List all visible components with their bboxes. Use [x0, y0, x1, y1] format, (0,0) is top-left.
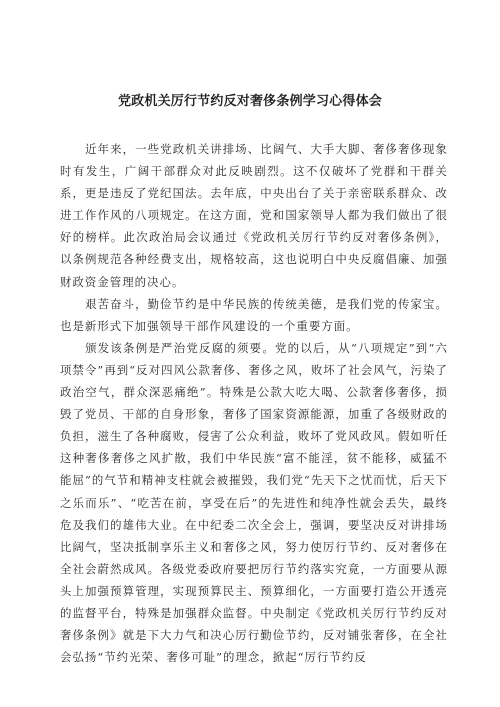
document-title: 党政机关厉行节约反对奢侈条例学习心得体会: [117, 94, 382, 109]
paragraph-1: 近年来，一些党政机关讲排场、比阔气、大手大脚、奢侈奢侈现象时有发生，广阔干部群众对此反映剧烈。这不仅破坏了党群和干群关系，更是违反了党纪国法。去年底，中央出台了关于亲密联系群众、改进工作作风的八项规定。在这方面，党和国家领导人都为我们做出了很好的榜样。此次政治局会议通过《党政机关厉行节约反对奢侈条例》，以条例规范各种经费支出，规格较高，这也说明白中央反腐倡廉、加强财政资金管理的决心。: [60, 142, 448, 289]
document-body: [60, 138, 448, 668]
paragraph-3: 颁发该条例是严治党反腐的须要。党的以后，从“八项规定”到“六项禁令”再到“反对四风公款奢侈、奢侈之风，败坏了社会风气，污染了政治空气，群众深恶痛绝”。特殊是公款大吃大喝、公款奢侈奢侈，损毁了党员、干部的自身形象，奢侈了国家资源能源，加重了各级财政的负担，滋生了各种腐败，侵害了公众利益，败坏了党风政风。假如听任这种奢侈奢侈之风扩散，我们中华民族“富不能淫，贫不能移，威猛不能屈”的气节和精神支柱就会被摧毁，我们党“先天下之忧而忧，后天下之乐而乐”、“吃苦在前，享受在后”的先进性和纯净性就会丢失，最终危及我们的雄伟大业。在中纪委二次全会上，强调，要坚决反对讲排场比阔气，坚决抵制享乐主义和奢侈之风，努力使厉行节约、反对奢侈在全社会蔚然成风。各级党委政府要把厉行节约落实究竟，一方面要从源头上加强预算管理，实现预算民主、预算细化，一方面要打造公开透亮的监督平台，特殊是加强群众监督。中央制定《党政机关厉行节约反对奢侈条例》就是下大力气和决心厉行勤俭节约，反对铺张奢侈，在全社会弘扬“节约光荣、奢侈可耻”的理念，掀起“厉行节约反: [60, 340, 448, 665]
paragraph-2: 艰苦奋斗，勤俭节约是中华民族的传统美德，是我们党的传家宝。也是新形式下加强领导干部作风建设的一个重要方面。: [60, 296, 448, 333]
